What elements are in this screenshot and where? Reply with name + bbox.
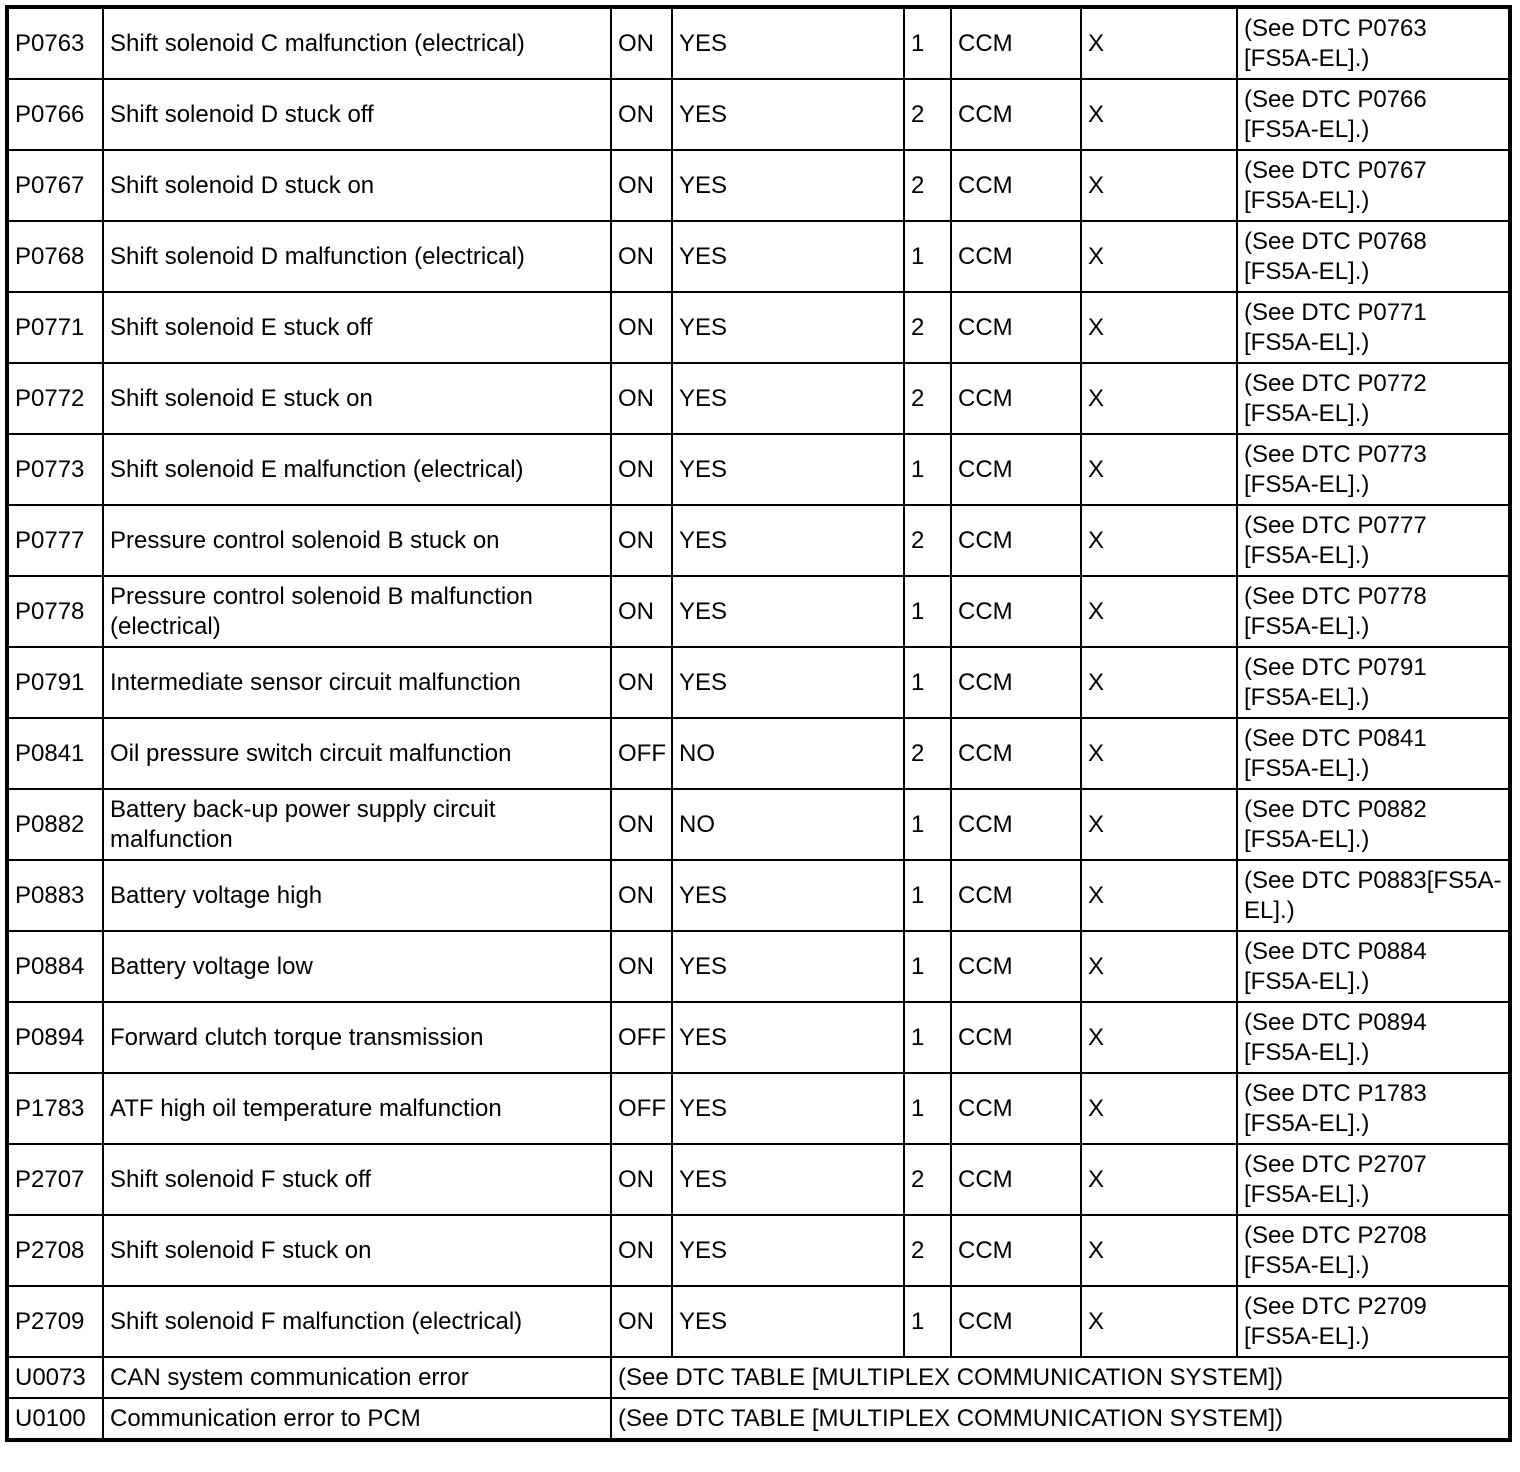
reference-cell: (See DTC P0841 [FS5A-EL].) — [1237, 718, 1510, 789]
monitor-cell: CCM — [951, 505, 1081, 576]
mil-cell: OFF — [611, 718, 672, 789]
dtc-code-cell: P0766 — [7, 79, 103, 150]
dtc-code-cell: P0771 — [7, 292, 103, 363]
reference-note-cell: (See DTC TABLE [MULTIPLEX COMMUNICATION SYSTEM]) — [611, 1398, 1510, 1440]
memory-cell: 2 — [904, 1215, 951, 1286]
table-row — [7, 363, 1510, 434]
reference-cell: (See DTC P2707 [FS5A-EL].) — [1237, 1144, 1510, 1215]
condition-cell: Forward clutch torque transmission — [103, 1002, 611, 1073]
condition-cell: Pressure control solenoid B stuck on — [103, 505, 611, 576]
table-row — [7, 1357, 1510, 1398]
condition-cell: Shift solenoid D malfunction (electrical) — [103, 221, 611, 292]
dtc-flag-cell: X — [1081, 1144, 1237, 1215]
fail-safe-cell: YES — [672, 860, 904, 931]
reference-cell: (See DTC P0884 [FS5A-EL].) — [1237, 931, 1510, 1002]
dtc-flag-cell: X — [1081, 292, 1237, 363]
memory-cell: 2 — [904, 505, 951, 576]
dtc-flag-cell: X — [1081, 1002, 1237, 1073]
reference-cell: (See DTC P0766 [FS5A-EL].) — [1237, 79, 1510, 150]
monitor-cell: CCM — [951, 1073, 1081, 1144]
reference-cell: (See DTC P1783 [FS5A-EL].) — [1237, 1073, 1510, 1144]
condition-cell: Intermediate sensor circuit malfunction — [103, 647, 611, 718]
dtc-code-cell: P0778 — [7, 576, 103, 647]
mil-cell: ON — [611, 576, 672, 647]
memory-cell: 1 — [904, 789, 951, 860]
monitor-cell: CCM — [951, 150, 1081, 221]
dtc-flag-cell: X — [1081, 79, 1237, 150]
dtc-flag-cell: X — [1081, 434, 1237, 505]
monitor-cell: CCM — [951, 363, 1081, 434]
dtc-code-cell: P0768 — [7, 221, 103, 292]
mil-cell: ON — [611, 1215, 672, 1286]
memory-cell: 2 — [904, 1144, 951, 1215]
table-row — [7, 150, 1510, 221]
dtc-flag-cell: X — [1081, 221, 1237, 292]
reference-cell: (See DTC P0767 [FS5A-EL].) — [1237, 150, 1510, 221]
dtc-flag-cell: X — [1081, 789, 1237, 860]
dtc-code-cell: U0100 — [7, 1398, 103, 1440]
dtc-code-cell: P1783 — [7, 1073, 103, 1144]
reference-note-cell: (See DTC TABLE [MULTIPLEX COMMUNICATION SYSTEM]) — [611, 1357, 1510, 1398]
fail-safe-cell: NO — [672, 789, 904, 860]
fail-safe-cell: YES — [672, 1002, 904, 1073]
table-row — [7, 1144, 1510, 1215]
dtc-code-cell: P0767 — [7, 150, 103, 221]
condition-cell: CAN system communication error — [103, 1357, 611, 1398]
fail-safe-cell: YES — [672, 576, 904, 647]
monitor-cell: CCM — [951, 1144, 1081, 1215]
reference-cell: (See DTC P0772 [FS5A-EL].) — [1237, 363, 1510, 434]
fail-safe-cell: YES — [672, 1073, 904, 1144]
mil-cell: ON — [611, 1144, 672, 1215]
monitor-cell: CCM — [951, 860, 1081, 931]
memory-cell: 1 — [904, 576, 951, 647]
dtc-code-cell: P0882 — [7, 789, 103, 860]
dtc-flag-cell: X — [1081, 7, 1237, 79]
memory-cell: 1 — [904, 434, 951, 505]
mil-cell: ON — [611, 7, 672, 79]
fail-safe-cell: YES — [672, 150, 904, 221]
dtc-code-cell: P0791 — [7, 647, 103, 718]
table-row — [7, 1398, 1510, 1440]
dtc-code-cell: P0772 — [7, 363, 103, 434]
monitor-cell: CCM — [951, 1215, 1081, 1286]
monitor-cell: CCM — [951, 718, 1081, 789]
table-row — [7, 292, 1510, 363]
fail-safe-cell: YES — [672, 292, 904, 363]
reference-cell: (See DTC P0773 [FS5A-EL].) — [1237, 434, 1510, 505]
fail-safe-cell: NO — [672, 718, 904, 789]
table-row — [7, 221, 1510, 292]
memory-cell: 1 — [904, 647, 951, 718]
reference-cell: (See DTC P0771 [FS5A-EL].) — [1237, 292, 1510, 363]
fail-safe-cell: YES — [672, 505, 904, 576]
condition-cell: Shift solenoid E malfunction (electrical) — [103, 434, 611, 505]
memory-cell: 1 — [904, 221, 951, 292]
dtc-flag-cell: X — [1081, 1286, 1237, 1357]
dtc-code-cell: P2709 — [7, 1286, 103, 1357]
reference-cell: (See DTC P0777 [FS5A-EL].) — [1237, 505, 1510, 576]
table-row — [7, 860, 1510, 931]
reference-cell: (See DTC P2709 [FS5A-EL].) — [1237, 1286, 1510, 1357]
mil-cell: ON — [611, 79, 672, 150]
monitor-cell: CCM — [951, 434, 1081, 505]
fail-safe-cell: YES — [672, 363, 904, 434]
dtc-flag-cell: X — [1081, 647, 1237, 718]
condition-cell: Battery voltage low — [103, 931, 611, 1002]
condition-cell: Shift solenoid E stuck on — [103, 363, 611, 434]
table-row — [7, 1073, 1510, 1144]
reference-cell: (See DTC P0763 [FS5A-EL].) — [1237, 7, 1510, 79]
table-row — [7, 931, 1510, 1002]
table-row — [7, 1286, 1510, 1357]
condition-cell: ATF high oil temperature malfunction — [103, 1073, 611, 1144]
condition-cell: Shift solenoid D stuck off — [103, 79, 611, 150]
dtc-code-cell: P0841 — [7, 718, 103, 789]
reference-cell: (See DTC P0894 [FS5A-EL].) — [1237, 1002, 1510, 1073]
monitor-cell: CCM — [951, 576, 1081, 647]
table-row — [7, 434, 1510, 505]
condition-cell: Shift solenoid E stuck off — [103, 292, 611, 363]
fail-safe-cell: YES — [672, 7, 904, 79]
condition-cell: Shift solenoid F malfunction (electrical) — [103, 1286, 611, 1357]
reference-cell: (See DTC P2708 [FS5A-EL].) — [1237, 1215, 1510, 1286]
reference-cell: (See DTC P0882 [FS5A-EL].) — [1237, 789, 1510, 860]
memory-cell: 1 — [904, 1073, 951, 1144]
fail-safe-cell: YES — [672, 931, 904, 1002]
mil-cell: ON — [611, 789, 672, 860]
dtc-code-cell: P0763 — [7, 7, 103, 79]
mil-cell: OFF — [611, 1002, 672, 1073]
table-row — [7, 7, 1510, 79]
memory-cell: 2 — [904, 79, 951, 150]
mil-cell: ON — [611, 1286, 672, 1357]
mil-cell: ON — [611, 434, 672, 505]
reference-cell: (See DTC P0791 [FS5A-EL].) — [1237, 647, 1510, 718]
monitor-cell: CCM — [951, 292, 1081, 363]
condition-cell: Shift solenoid C malfunction (electrical) — [103, 7, 611, 79]
reference-cell: (See DTC P0768 [FS5A-EL].) — [1237, 221, 1510, 292]
dtc-code-cell: P2707 — [7, 1144, 103, 1215]
mil-cell: ON — [611, 647, 672, 718]
table-row — [7, 789, 1510, 860]
dtc-code-cell: U0073 — [7, 1357, 103, 1398]
condition-cell: Shift solenoid F stuck on — [103, 1215, 611, 1286]
table-row — [7, 1002, 1510, 1073]
dtc-flag-cell: X — [1081, 931, 1237, 1002]
fail-safe-cell: YES — [672, 1144, 904, 1215]
condition-cell: Battery voltage high — [103, 860, 611, 931]
reference-cell: (See DTC P0883[FS5A-EL].) — [1237, 860, 1510, 931]
monitor-cell: CCM — [951, 647, 1081, 718]
dtc-code-cell: P0777 — [7, 505, 103, 576]
table-row — [7, 718, 1510, 789]
memory-cell: 1 — [904, 860, 951, 931]
condition-cell: Pressure control solenoid B malfunction (electrical) — [103, 576, 611, 647]
fail-safe-cell: YES — [672, 647, 904, 718]
dtc-table-body — [7, 7, 1510, 1440]
monitor-cell: CCM — [951, 1002, 1081, 1073]
fail-safe-cell: YES — [672, 434, 904, 505]
dtc-code-cell: P0884 — [7, 931, 103, 1002]
fail-safe-cell: YES — [672, 1286, 904, 1357]
condition-cell: Shift solenoid F stuck off — [103, 1144, 611, 1215]
dtc-flag-cell: X — [1081, 150, 1237, 221]
fail-safe-cell: YES — [672, 79, 904, 150]
dtc-flag-cell: X — [1081, 505, 1237, 576]
dtc-flag-cell: X — [1081, 1073, 1237, 1144]
mil-cell: ON — [611, 860, 672, 931]
monitor-cell: CCM — [951, 789, 1081, 860]
memory-cell: 2 — [904, 292, 951, 363]
mil-cell: ON — [611, 221, 672, 292]
dtc-code-cell: P0883 — [7, 860, 103, 931]
memory-cell: 2 — [904, 150, 951, 221]
mil-cell: ON — [611, 505, 672, 576]
dtc-flag-cell: X — [1081, 718, 1237, 789]
condition-cell: Battery back-up power supply circuit malfunction — [103, 789, 611, 860]
monitor-cell: CCM — [951, 1286, 1081, 1357]
monitor-cell: CCM — [951, 221, 1081, 292]
mil-cell: ON — [611, 292, 672, 363]
monitor-cell: CCM — [951, 79, 1081, 150]
table-row — [7, 79, 1510, 150]
dtc-code-cell: P0773 — [7, 434, 103, 505]
table-row — [7, 576, 1510, 647]
memory-cell: 2 — [904, 363, 951, 434]
fail-safe-cell: YES — [672, 221, 904, 292]
dtc-flag-cell: X — [1081, 576, 1237, 647]
condition-cell: Oil pressure switch circuit malfunction — [103, 718, 611, 789]
table-row — [7, 647, 1510, 718]
mil-cell: ON — [611, 363, 672, 434]
memory-cell: 1 — [904, 7, 951, 79]
monitor-cell: CCM — [951, 7, 1081, 79]
dtc-code-cell: P2708 — [7, 1215, 103, 1286]
condition-cell: Shift solenoid D stuck on — [103, 150, 611, 221]
memory-cell: 1 — [904, 931, 951, 1002]
mil-cell: ON — [611, 150, 672, 221]
memory-cell: 1 — [904, 1286, 951, 1357]
mil-cell: OFF — [611, 1073, 672, 1144]
dtc-code-cell: P0894 — [7, 1002, 103, 1073]
dtc-flag-cell: X — [1081, 1215, 1237, 1286]
condition-cell: Communication error to PCM — [103, 1398, 611, 1440]
reference-cell: (See DTC P0778 [FS5A-EL].) — [1237, 576, 1510, 647]
dtc-table — [5, 5, 1512, 1442]
fail-safe-cell: YES — [672, 1215, 904, 1286]
monitor-cell: CCM — [951, 931, 1081, 1002]
mil-cell: ON — [611, 931, 672, 1002]
memory-cell: 1 — [904, 1002, 951, 1073]
table-row — [7, 1215, 1510, 1286]
dtc-flag-cell: X — [1081, 363, 1237, 434]
dtc-flag-cell: X — [1081, 860, 1237, 931]
table-row — [7, 505, 1510, 576]
memory-cell: 2 — [904, 718, 951, 789]
